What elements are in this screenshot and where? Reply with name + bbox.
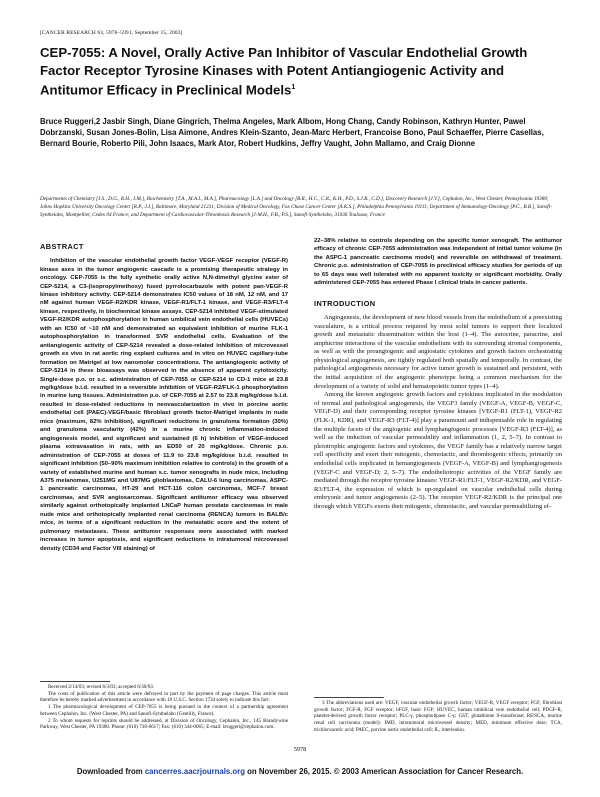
download-footer [40,767,560,777]
footer-prefix: Downloaded from [76,767,145,776]
abstract-continuation: 22–38% relative to controls depending on the specific tumor xenograft. The antitumor efficacy of chronic CEP-7055 administration was independent of initial tumor volume (in the ASPC-1 pancreatic carcinoma model) and reversible on withdrawal of treatment. Chronic p.o. administration of CEP-7055 in preclinical efficacy studies for periods of up to 65 days was well tolerated with no apparent toxicity or significant morbidity. Orally administered CEP-7055 has entered Phase I clinical trials in cancer patients. [314,238,562,287]
left-column [40,237,288,553]
article-title-text: CEP-7055: A Novel, Orally Active Pan Inhibitor of Vascular Endothelial Growth Factor Receptor Tyrosine Kinases with Potent Antiangiogenic Activity and Antitumor Efficacy in Preclinical Models [40,45,528,98]
page-number: 5978 [293,746,307,753]
footnote-received: Received 2/14/03; revised 6/3/03; accepted 6/30/03. [48,684,155,690]
journal-site-link[interactable]: cancerres.aacrjournals.org [144,767,245,776]
author-list: Bruce Ruggeri,2 Jasbir Singh, Diane Gingrich, Thelma Angeles, Mark Albom, Hong Chang, Candy Robinson, Kathryn Hunter, Pawel Dobrzanski, Susan Jones-Bolin, Lisa Aimone, Andres Klein-Szanto, Jean-Marc Herbert, Francoise Bono, Paul Schaeffer, Pierre Casellas, Bernard Bourie, Roberto Pili, John Isaacs, Mark Ator, Robert Hudkins, Jeffry Vaught, John Mallamo, and Craig Dionne [40,117,544,149]
title-footnote-marker: 1 [291,84,296,91]
introduction-heading: INTRODUCTION [314,298,376,308]
footnotes-left [40,684,288,731]
right-column [314,237,562,512]
journal-header: [CANCER RESEARCH 63, 5978–5991, September 15, 2003] [40,30,183,36]
intro-paragraph-2: Among the known angiogenic growth factors and cytokines implicated in the modulation of normal and pathological angiogenesis, the VEGF3 family (VEGF-A, VEGF-B, VEGF-C, VEGF-D) and their corresponding receptor tyrosine kinases [VEGF-R1 (FLT-1), VEGF-R2 (FLK-1, KDR), and VEGF-R3 (FLT-4)] play a paramount and indispensable role in regulating the multiple facets of the angiogenic and lymphangiogenic processes [VEGF-R3 (FLT-4)], as well as the induction of vascular permeability and inflammation (1, 2, 5–7). In contrast to pleiotrophic angiogenic factors and cytokines, the VEGF family has a relatively narrow target cell specificity and exert their mitogenic, chemotactic, and thrombogenic effects, primarily on endothelial cells implicated in hemangiogenesis (VEGF-A, VEGF-B) and lymphangiogenesis (VEGF-C and VEGF-D; 2, 5–7). The endotheliotropic activities of the VEGF family are mediated through the receptor tyrosine kinases: VEGF-R1/FLT-1, VEGF-R2/KDR, and VEGF-R3/FLT-4, the expression of which is up-regulated on vascular endothelial cells during embryonic and tumor angiogenesis (2–5). The receptor VEGF-R2/KDR is the principal one through which VEGFs exerts their mitogenic, chemotactic, and vascular permeabilizing ef- [314,391,562,510]
footnote-2: 2 To whom requests for reprints should be addressed, at Division of Oncology, Cephalon, Inc., 145 Brandywine Parkway, West Chester, PA 19380. Phone: (610) 738-6617; Fax: (610) 344-0065; E-mail: bruggeri@cephalon.com. [40,717,288,731]
footer-suffix: on November 26, 2015. © 2003 American Association for Cancer Research. [244,767,524,776]
affiliations: Departments of Chemistry [J.S., D.G., R.H., J.M.], Biochemistry [T.A., M.A.I., M.A.], Pharmacology [L.A.] and Oncology [B.R., H.C., C.R., K.H., P.D., S.J.B., C.D.], Discovery Research [J.V.], Cephalon, Inc., West Chester, Pennsylvania 19380; Johns Hopkins University Oncology Center [R.P., J.I.], Baltimore, Maryland 21231; Division of Medical Oncology, Fox Chase Cancer Center [A.K.S.], Philadelphia Pennsylvania 19111; Department of Immunology-Oncology [P.C., B.B.], Sanofi-Synthelabo, Montpellier, Cedex 04 France; and Department of Cardiovascular-Thrombosis Research [J-M.H., F.B., P.S.], Sanofi-Synthelabo, 31036 Toulouse, France [40,196,552,218]
abstract-heading: ABSTRACT [40,242,84,251]
footnote-1: 1 The pharmacological development of CEP-7055 is being pursued in the context of a partnership agreement between Cephalon, Inc. (West Chester, PA) and Sanofi-Synthelabo (Gentilly, France). [40,704,288,717]
article-title [40,44,560,99]
footnote-3-abbreviations: 3 The abbreviations used are: VEGF, vascular endothelial growth factor; VEGF-R, VEGF receptor; FGF, fibroblast growth factor; FGF-R, FGF receptor; bFGF, basic FGF; HUVEC, human umbilical vein endothelial cell; PDGF-R, platelet-derived growth factor receptor; PLC-γ, phospholipase C-γ; GST, glutathione S-transferase; RENCA, murine renal cell carcinoma (model); IMD, intratumoral microvessel density; MED, minimum effective dose; TCA, trichloroacetic acid; PAEC, porcine aortic endothelial cell; IL, interleukin. [314,700,562,733]
abstract-body: Inhibition of the vascular endothelial growth factor VEGF-VEGF receptor (VEGF-R) kinase axes in the tumor angiogenic cascade is a promising therapeutic strategy in oncology. CEP-7055 is the fully synthetic orally active N,N-dimethyl glycine ester of CEP-5214, a C3-(isopropylmethoxy) fused pyrrolocarbazole with potent pan-VEGF-R kinase inhibitory activity. CEP-5214 demonstrates IC50 values of 18 nM, 12 nM, and 17 nM against human VEGF-R2/KDR kinase, VEGF-R1/FLT-1 kinase, and VEGF-R3/FLT-4 kinase, respectively, in biochemical kinase assays. CEP-5214 inhibited VEGF-stimulated VEGF-R2/KDR autophosphorylation in human umbilical vein endothelial cells (HUVECs) with an IC50 of ~10 nM and demonstrated an equivalent inhibition of murine FLK-1 autophosphorylation in transformed SVR endothelial cells. Evaluation of the antiangiogenic activity of CEP-5214 revealed a dose-related inhibition of microvessel growth ex vivo in rat aortic ring explant cultures and in vitro on HUVEC capillary-tube formation on Matrigel at low nanomolar concentrations. The antiangiogenic activity of CEP-5214 in these bioassays was observed in the absence of apparent cytotoxicity. Single-dose p.o. or s.c. administration of CEP-7055 or CEP-5214 to CD-1 mice at 23.8 mg/kg/dose b.i.d. resulted in a reversible inhibition of VEGF-R2/FLK-1 phosphorylation in murine lung tissues. Administration p.o. of CEP-7055 at 2.57 to 23.8 mg/kg/dose b.i.d. resulted in dose-related reductions in neovascularization in vivo in porcine aortic endothelial cell (PAEC)-VEGF/basic fibroblast growth factor-Matrigel implants in nude mice (maximum, 82% inhibition), significant reductions in granuloma formation (30%) and granuloma vascularity (42%) in a murine chronic inflammation-induced angiogenesis model, and significant and sustained (6 h) inhibition of VEGF-induced plasma extravasation in rats, with an ED50 of 20 mg/kg/dose. Chronic p.o. administration of CEP-7055 at doses of 11.9 to 23.8 mg/kg/dose b.i.d. resulted in significant inhibition (50–90% maximum inhibition relative to controls) in the growth of a variety of established murine and human s.c. tumor xenografts in nude mice, including A375 melanomas, U251MG and U87MG glioblastomas, CALU-6 lung carcinomas, ASPC-1 pancreatic carcinomas, HT-29 and HCT-116 colon carcinomas, MCF-7 breast carcinomas, and SVR angiosarcomas. Significant antitumor efficacy was observed similarly against orthotopically implanted LNCaP human prostate carcinomas in male nude mice and orthotopically implanted renal carcinoma (RENCA) tumors in BALB/c mice, in terms of a significant reduction in the metastatic score and the extent of pulmonary metastases. These antitumor responses were associated with marked increases in tumor apoptosis, and significant reductions in intratumoral microvessel density (CD34 and Factor VIII staining) of [40,258,288,552]
footnote-divider-right [314,697,384,698]
intro-paragraph-1: Angiogenesis, the development of new blood vessels from the endothelium of a preexisting vasculature, is a critical process required by most solid tumors to support their localized growth and metastatic dissemination within the host (1–4). The autocrine, paracrine, and amphicrine interactions of the vascular endothelium with its surrounding stromal components, as well as with the proangiogenic and angiostatic cytokines and growth factors orchestrating physiological angiogenesis, are tightly regulated both spatially and temporally. In contrast, the pathological angiogenesis necessary for active tumor growth is sustained and persistent, with the initial acquisition of the angiogenic phenotype being a common mechanism for the development of a variety of solid and hematopoietic tumor types (1–4). [314,313,562,390]
footnote-publication-costs: The costs of publication of this article were defrayed in part by the payment of page charges. This article must therefore be hereby marked advertisement in accordance with 18 U.S.C. Section 1734 solely to indicate this fact. [40,690,288,704]
footnote-divider-left [40,681,110,682]
